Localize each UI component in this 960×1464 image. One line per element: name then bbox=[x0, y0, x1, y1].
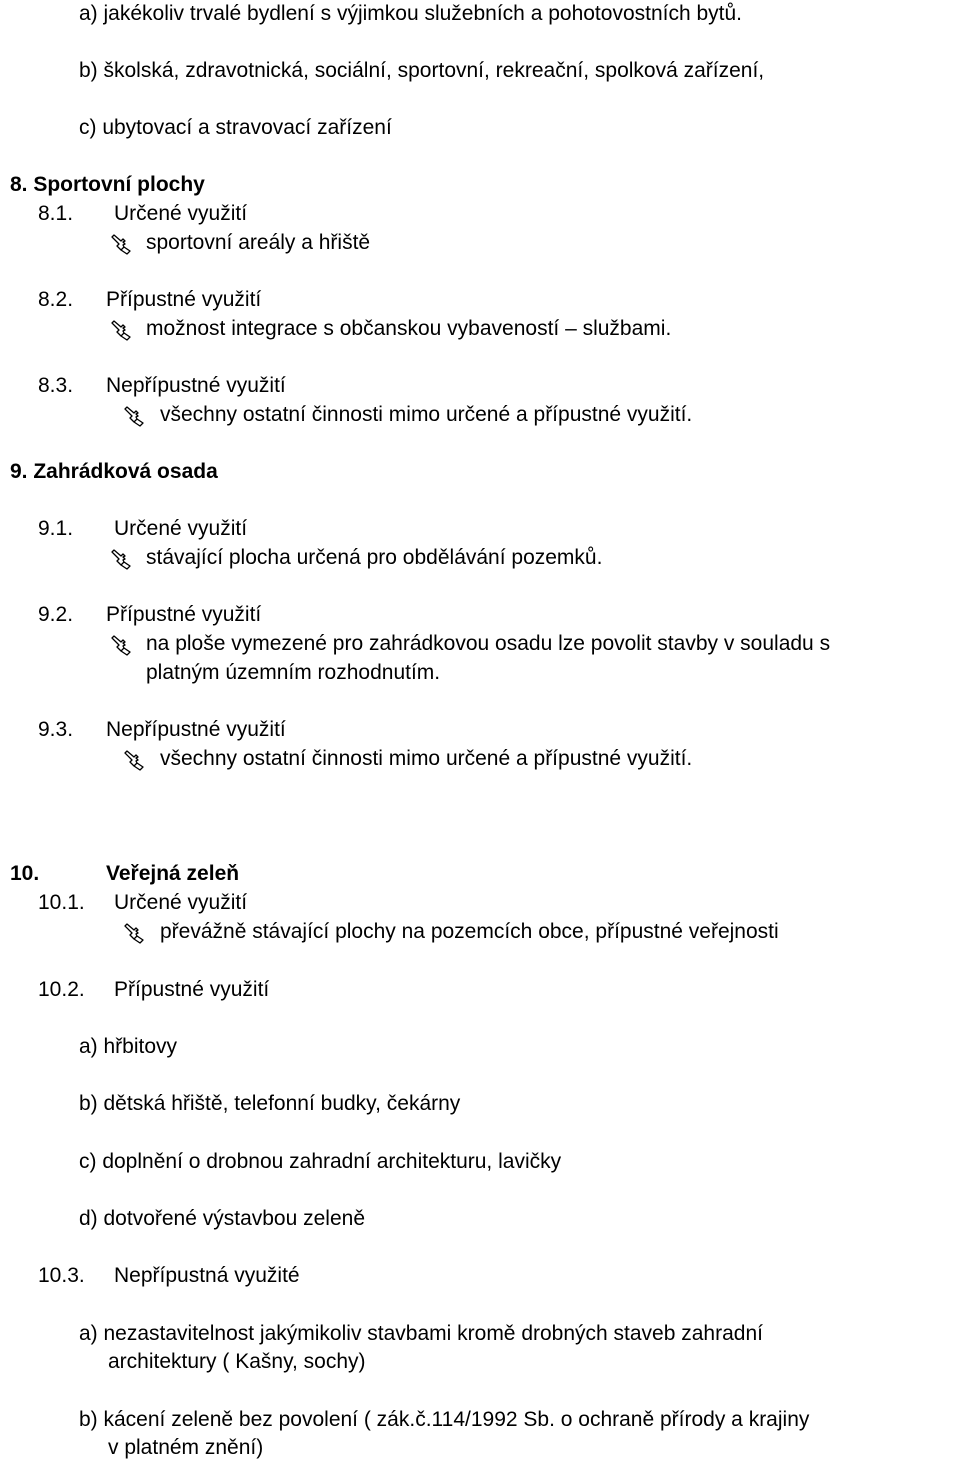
section-heading: 8. Sportovní plochy bbox=[10, 173, 205, 196]
list-item: a) jakékoliv trvalé bydlení s výjimkou služebních a pohotovostních bytů. bbox=[79, 2, 743, 25]
pointing-hand-icon bbox=[123, 406, 145, 428]
list-item: a) hřbitovy bbox=[79, 1035, 178, 1058]
section-number: 10. bbox=[10, 862, 40, 885]
list-item-continuation: architektury ( Kašny, sochy) bbox=[108, 1350, 366, 1373]
bullet-text: sportovní areály a hřiště bbox=[146, 231, 371, 254]
bullet-text: možnost integrace s občanskou vybaveností – službami. bbox=[146, 317, 672, 340]
subsection-title: Určené využití bbox=[114, 517, 248, 540]
bullet-text: stávající plocha určená pro obdělávání pozemků. bbox=[146, 546, 603, 569]
bullet-text-continuation: platným územním rozhodnutím. bbox=[146, 661, 441, 684]
list-item: b) dětská hřiště, telefonní budky, čekárny bbox=[79, 1092, 461, 1115]
list-item: b) kácení zeleně bez povolení ( zák.č.114/1992 Sb. o ochraně přírody a krajiny bbox=[79, 1408, 810, 1431]
subsection-number: 9.2. bbox=[38, 603, 74, 626]
list-item: b) školská, zdravotnická, sociální, sportovní, rekreační, spolková zařízení, bbox=[79, 59, 765, 82]
bullet-text: všechny ostatní činnosti mimo určené a přípustné využití. bbox=[160, 403, 693, 426]
subsection-title: Nepřípustné využití bbox=[106, 718, 286, 741]
list-item: c) doplnění o drobnou zahradní architekturu, lavičky bbox=[79, 1150, 562, 1173]
subsection-title: Přípustné využití bbox=[106, 288, 262, 311]
pointing-hand-icon bbox=[110, 635, 132, 657]
bullet-text: na ploše vymezené pro zahrádkovou osadu lze povolit stavby v souladu s bbox=[146, 632, 831, 655]
subsection-title: Určené využití bbox=[114, 202, 248, 225]
subsection-number: 9.1. bbox=[38, 517, 74, 540]
list-item: d) dotvořené výstavbou zeleně bbox=[79, 1207, 366, 1230]
bullet-text: převážně stávající plochy na pozemcích obce, přípustné veřejnosti bbox=[160, 920, 779, 943]
subsection-number: 10.3. bbox=[38, 1264, 85, 1287]
pointing-hand-icon bbox=[123, 750, 145, 772]
subsection-number: 8.3. bbox=[38, 374, 74, 397]
pointing-hand-icon bbox=[110, 320, 132, 342]
subsection-title: Přípustné využití bbox=[114, 978, 270, 1001]
bullet-text: všechny ostatní činnosti mimo určené a přípustné využití. bbox=[160, 747, 693, 770]
section-heading: 9. Zahrádková osada bbox=[10, 460, 218, 483]
subsection-title: Nepřípustné využití bbox=[106, 374, 286, 397]
subsection-title: Nepřípustná využité bbox=[114, 1264, 300, 1287]
subsection-title: Určené využití bbox=[114, 891, 248, 914]
pointing-hand-icon bbox=[110, 234, 132, 256]
section-heading: Veřejná zeleň bbox=[106, 862, 240, 885]
pointing-hand-icon bbox=[123, 923, 145, 945]
subsection-number: 8.1. bbox=[38, 202, 74, 225]
list-item-continuation: v platném znění) bbox=[108, 1436, 264, 1459]
pointing-hand-icon bbox=[110, 549, 132, 571]
list-item: a) nezastavitelnost jakýmikoliv stavbami kromě drobných staveb zahradní bbox=[79, 1322, 763, 1345]
subsection-number: 10.1. bbox=[38, 891, 85, 914]
subsection-number: 8.2. bbox=[38, 288, 74, 311]
subsection-number: 10.2. bbox=[38, 978, 85, 1001]
subsection-number: 9.3. bbox=[38, 718, 74, 741]
subsection-title: Přípustné využití bbox=[106, 603, 262, 626]
list-item: c) ubytovací a stravovací zařízení bbox=[79, 116, 392, 139]
